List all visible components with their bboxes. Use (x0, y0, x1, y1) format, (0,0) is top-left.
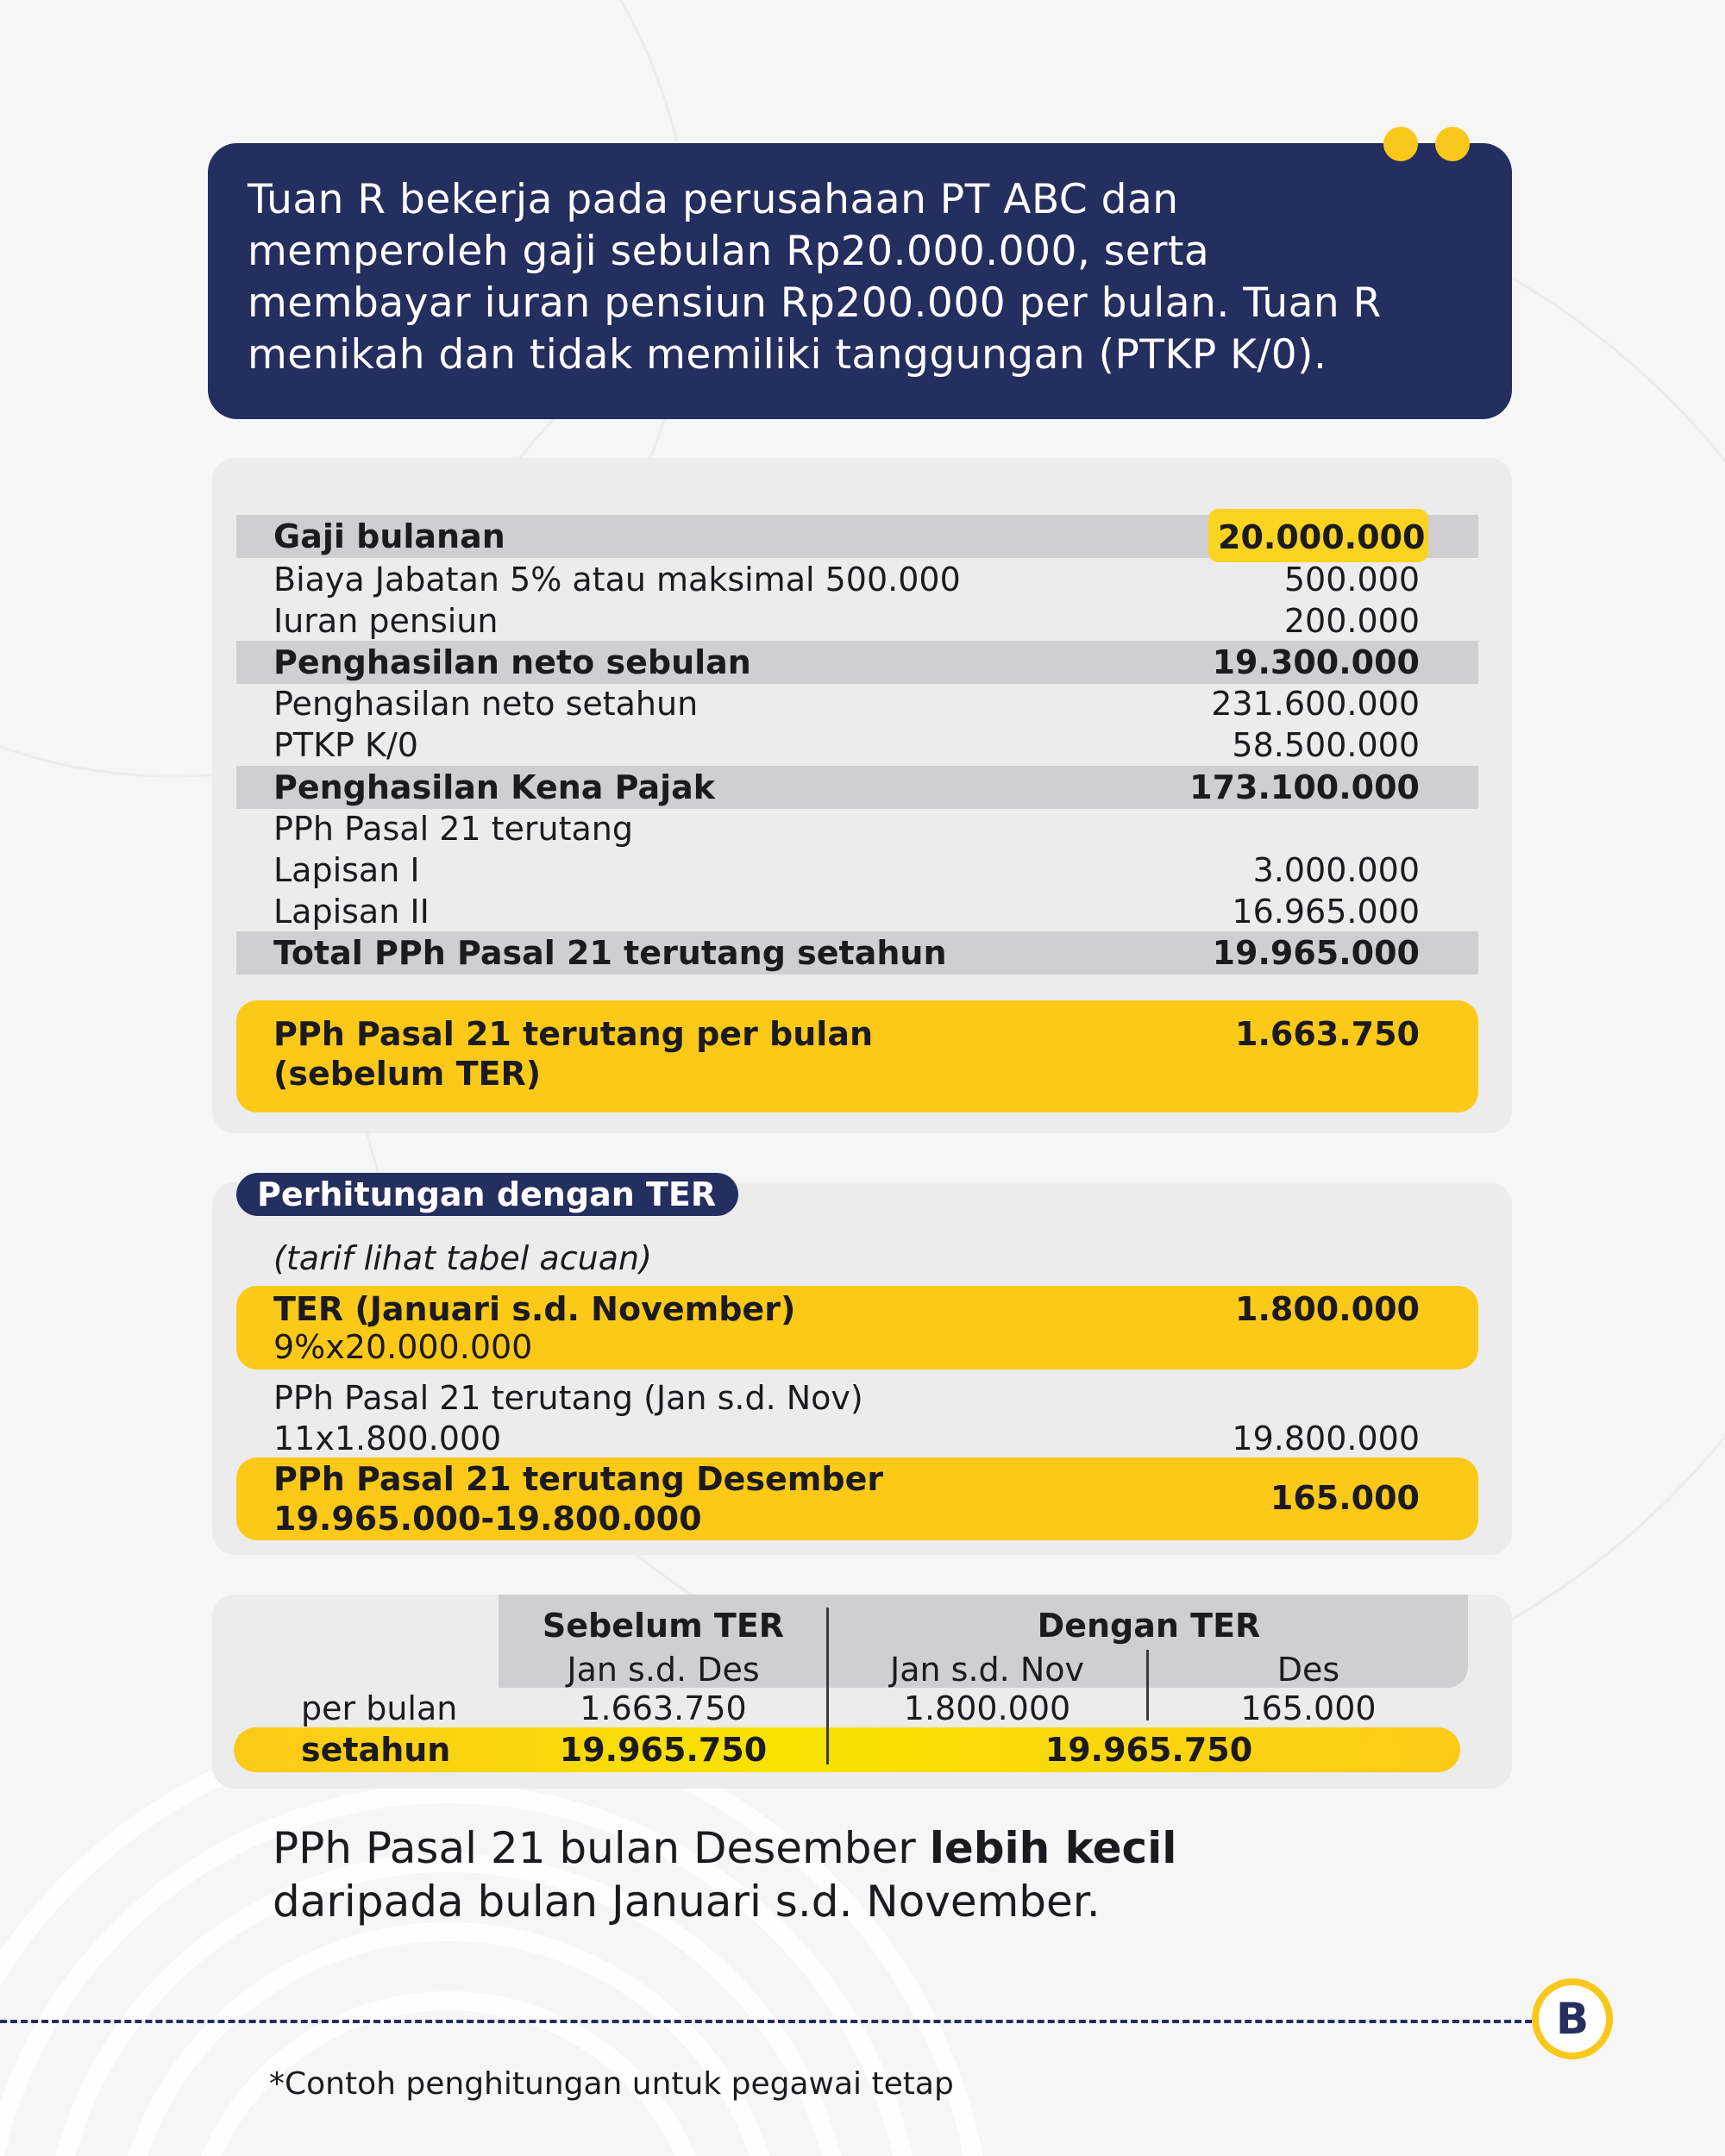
per-bulan-jan-nov: 1.800.000 (903, 1689, 1071, 1727)
row-per-bulan-label: per bulan (301, 1689, 458, 1727)
conclusion-part-1: PPh Pasal 21 bulan Desember (273, 1823, 930, 1873)
col-with-ter: Dengan TER (1037, 1607, 1261, 1645)
intro-line-3: membayar iuran pensiun Rp200.000 per bulan. Tuan R (248, 279, 1382, 327)
divider-before-with (826, 1608, 829, 1764)
calc-row-lapisan-1 (236, 849, 1478, 892)
ter-jan-nov-box (236, 1286, 1478, 1369)
calc-row-lapisan-2 (236, 890, 1478, 933)
ter-heading: Perhitungan dengan TER (236, 1173, 738, 1216)
calc-value: 500.000 (1283, 561, 1420, 599)
calc-label: PTKP K/0 (273, 726, 418, 764)
calc-row-ptkp (236, 724, 1478, 767)
calc-label: Gaji bulanan (273, 517, 505, 555)
calc-row-iuran (236, 599, 1478, 642)
decor-dot-left (1383, 127, 1418, 161)
ter-december-box (236, 1457, 1478, 1540)
ter-box1-line-2: 9%x20.000.000 (273, 1328, 533, 1366)
intro-box (208, 143, 1512, 419)
ter-box2-value: 165.000 (1270, 1479, 1420, 1517)
divider-jan-nov-des (1146, 1650, 1149, 1720)
calc-label: Biaya Jabatan 5% atau maksimal 500.000 (273, 561, 961, 599)
calc-value: 231.600.000 (1211, 685, 1420, 723)
monthly-line-1: PPh Pasal 21 terutang per bulan (273, 1015, 874, 1053)
calc-label: Penghasilan neto sebulan (273, 643, 751, 681)
setahun-before: 19.965.750 (559, 1731, 768, 1769)
per-bulan-des: 165.000 (1240, 1689, 1377, 1727)
calc-label: Lapisan II (273, 893, 430, 931)
calc-label: Total PPh Pasal 21 terutang setahun (273, 934, 947, 972)
calc-label: Iuran pensiun (273, 602, 499, 640)
col-before-ter: Sebelum TER (542, 1607, 785, 1645)
per-bulan-before: 1.663.750 (580, 1689, 747, 1727)
calc-value: 16.965.000 (1232, 893, 1420, 931)
calc-label: Lapisan I (273, 851, 420, 889)
conclusion (273, 1821, 1176, 1928)
monthly-line-2: (sebelum TER) (273, 1055, 542, 1093)
decor-dot-right (1435, 127, 1470, 161)
footnote: *Contoh penghitungan untuk pegawai tetap (269, 2066, 954, 2102)
calc-value-gaji: 20.000.000 (1218, 518, 1426, 556)
brand-logo: B (1532, 1978, 1613, 2059)
dashed-divider (0, 2020, 1532, 2023)
setahun-with: 19.965.750 (1044, 1731, 1253, 1769)
sub-jan-nov: Jan s.d. Nov (890, 1651, 1084, 1689)
conclusion-line-1 (273, 1821, 1176, 1875)
monthly-before-ter-box (236, 1000, 1478, 1112)
calc-label: PPh Pasal 21 terutang (273, 810, 634, 848)
calc-value: 19.965.000 (1212, 934, 1420, 972)
calc-row-total-setahun (236, 931, 1478, 975)
conclusion-line-2: daripada bulan Januari s.d. November. (273, 1877, 1101, 1927)
sub-jan-des: Jan s.d. Des (567, 1651, 760, 1689)
calc-row-pph-terutang (236, 807, 1478, 850)
calc-value: 173.100.000 (1189, 768, 1420, 806)
ter-box1-value: 1.800.000 (1235, 1290, 1420, 1328)
intro-line-4: menikah dan tidak memiliki tanggungan (PTKP K/0). (248, 331, 1327, 379)
ter-box1-line-1: TER (Januari s.d. November) (273, 1290, 796, 1328)
calc-row-neto-setahun (236, 682, 1478, 725)
monthly-value: 1.663.750 (1235, 1015, 1420, 1053)
calc-label: Penghasilan neto setahun (273, 685, 699, 723)
jan-nov-value: 19.800.000 (1232, 1420, 1420, 1457)
ter-box2-line-2: 19.965.000-19.800.000 (273, 1500, 702, 1538)
calc-value: 19.300.000 (1212, 643, 1420, 681)
ter-box2-line-1: PPh Pasal 21 terutang Desember (273, 1460, 884, 1498)
calc-row-pkp (236, 766, 1478, 809)
conclusion-bold: lebih kecil (929, 1823, 1177, 1873)
calc-row-neto-sebulan (236, 641, 1478, 684)
sub-des: Des (1276, 1651, 1340, 1689)
jan-nov-line-1: PPh Pasal 21 terutang (Jan s.d. Nov) (273, 1379, 863, 1417)
ter-note: (tarif lihat tabel acuan) (273, 1239, 652, 1277)
calc-value: 3.000.000 (1252, 851, 1420, 889)
jan-nov-line-2: 11x1.800.000 (273, 1420, 502, 1457)
calc-value: 58.500.000 (1232, 726, 1420, 764)
calc-label: Penghasilan Kena Pajak (273, 768, 716, 806)
calc-value: 200.000 (1283, 602, 1420, 640)
row-setahun-label: setahun (301, 1731, 451, 1769)
intro-line-1: Tuan R bekerja pada perusahaan PT ABC dan (248, 176, 1179, 223)
intro-line-2: memperoleh gaji sebulan Rp20.000.000, serta (248, 228, 1210, 275)
calc-row-biaya-jabatan (236, 558, 1478, 601)
